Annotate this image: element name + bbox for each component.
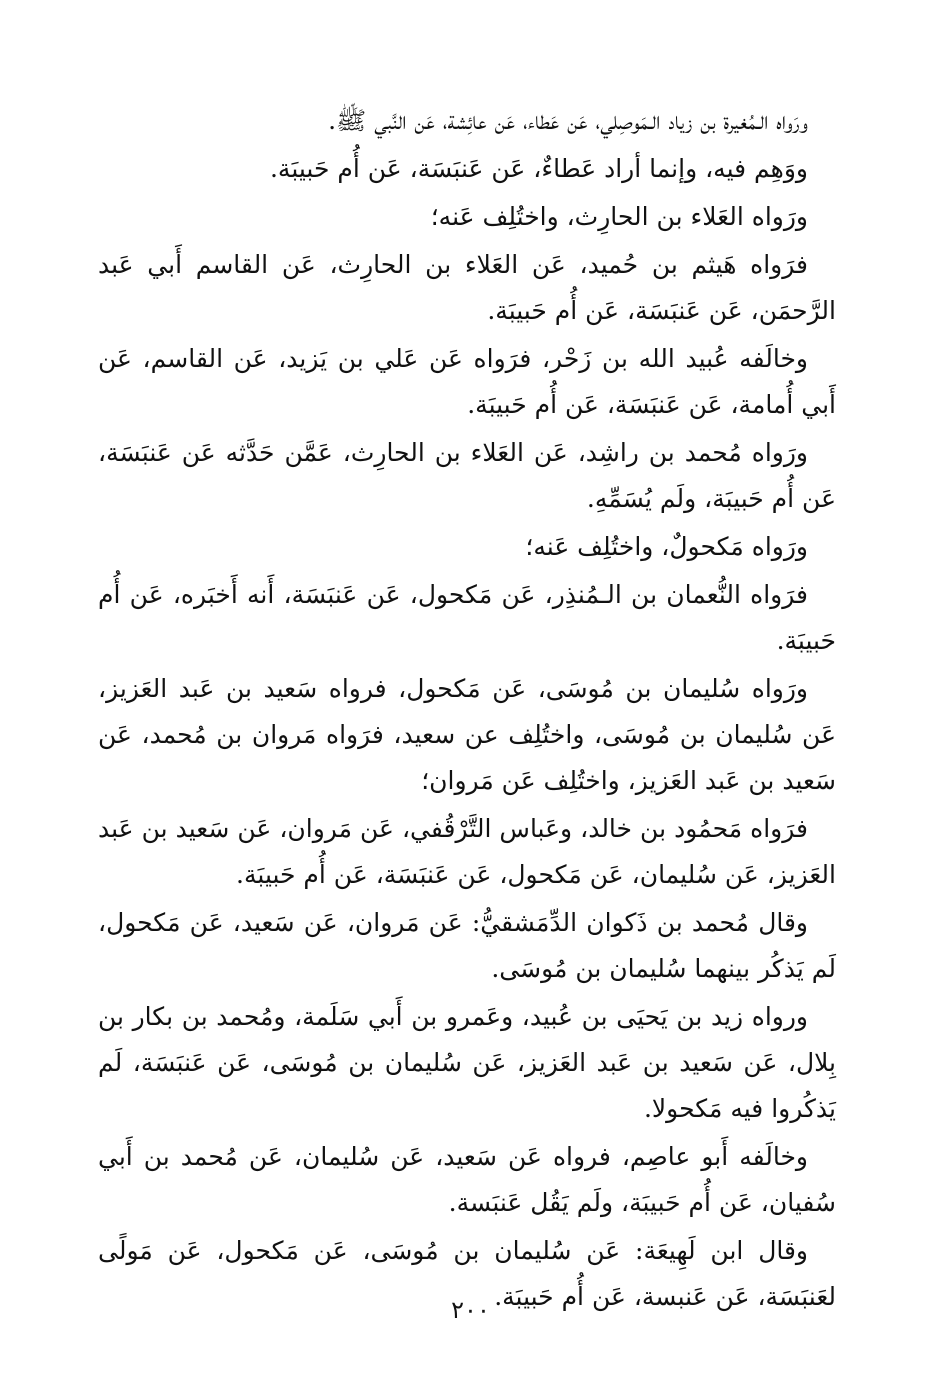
paragraph: ورَواه الـمُغيرة بن زياد الـمَوصِلي، عَن عَطاء، عَن عائِشة، عَن النَّبي ﷺ. [328, 106, 808, 135]
paragraph: ووَهِم فيه، وإنما أراد عَطاءٌ، عَن عَنبَسَة، عَن أُم حَبيبَة. [269, 154, 808, 183]
paragraph: وخالَفه عُبيد الله بن زَحْر، فرَواه عَن عَلي بن يَزيد، عَن القاسم، عَن أَبي أُمامة، عَن عَنبَسَة، عَن أُم حَبيبَة. [98, 344, 836, 419]
paragraph: ورواه زيد بن يَحيَى بن عُبيد، وعَمرو بن أَبي سَلَمة، ومُحمد بن بكار بن بِلال، عَن سَعيد بن عَبد العَزيز، عَن سُليمان بن مُوسَى، عَن عَنبَسَة، لَم يَذكُروا فيه مَكحولا. [98, 1002, 836, 1123]
body-text [98, 98, 836, 1322]
paragraph: وقال مُحمد بن ذَكوان الدِّمَشقيُّ: عَن مَروان، عَن سَعيد، عَن مَكحول، لَم يَذكُر بينهما سُليمان بن مُوسَى. [98, 908, 836, 983]
paragraph: وقال ابن لَهِيعَة: عَن سُليمان بن مُوسَى، عَن مَكحول، عَن مَولًى لعَنبَسَة، عَن عَنبسة، عَن أُم حَبيبَة. [98, 1236, 836, 1311]
paragraph: فرَواه مَحمُود بن خالد، وعَباس التَّرْقُفي، عَن مَروان، عَن سَعيد بن عَبد العَزيز، عَن سُليمان، عَن مَكحول، عَن عَنبَسَة، عَن أُم حَبيبَة. [98, 814, 836, 889]
paragraph: وخالَفه أَبو عاصِم، فرواه عَن سَعيد، عَن سُليمان، عَن مُحمد بن أَبي سُفيان، عَن أُم حَبيبَة، ولَم يَقُل عَنبَسة. [98, 1142, 836, 1217]
paragraph: ورَواه مَكحولٌ، واختُلِف عَنه؛ [525, 532, 808, 561]
paragraph: ورَواه سُليمان بن مُوسَى، عَن مَكحول، فرواه سَعيد بن عَبد العَزيز، عَن سُليمان بن مُوسَى، واختُلِف عن سعيد، فرَواه مَروان بن مُحمد، عَن سَعيد بن عَبد العَزيز، واختُلِف عَن مَروان؛ [98, 674, 836, 795]
paragraph: ورَواه مُحمد بن راشِد، عَن العَلاء بن الحارِث، عَمَّن حَدَّثه عَن عَنبَسَة، عَن أُم حَبيبَة، ولَم يُسَمِّهِ. [98, 438, 836, 513]
page-number: ٢٠٠ [451, 1296, 490, 1324]
paragraph: ورَواه العَلاء بن الحارِث، واختُلِف عَنه؛ [430, 202, 808, 231]
paragraph: فرَواه هَيثم بن حُميد، عَن العَلاء بن الحارِث، عَن القاسم أَبي عَبد الرَّحمَن، عَن عَنبَسَة، عَن أُم حَبيبَة. [98, 250, 836, 325]
paragraph: فرَواه النُّعمان بن الـمُنذِر، عَن مَكحول، عَن عَنبَسَة، أَنه أَخبَره، عَن أُم حَبيبَة. [98, 580, 836, 655]
